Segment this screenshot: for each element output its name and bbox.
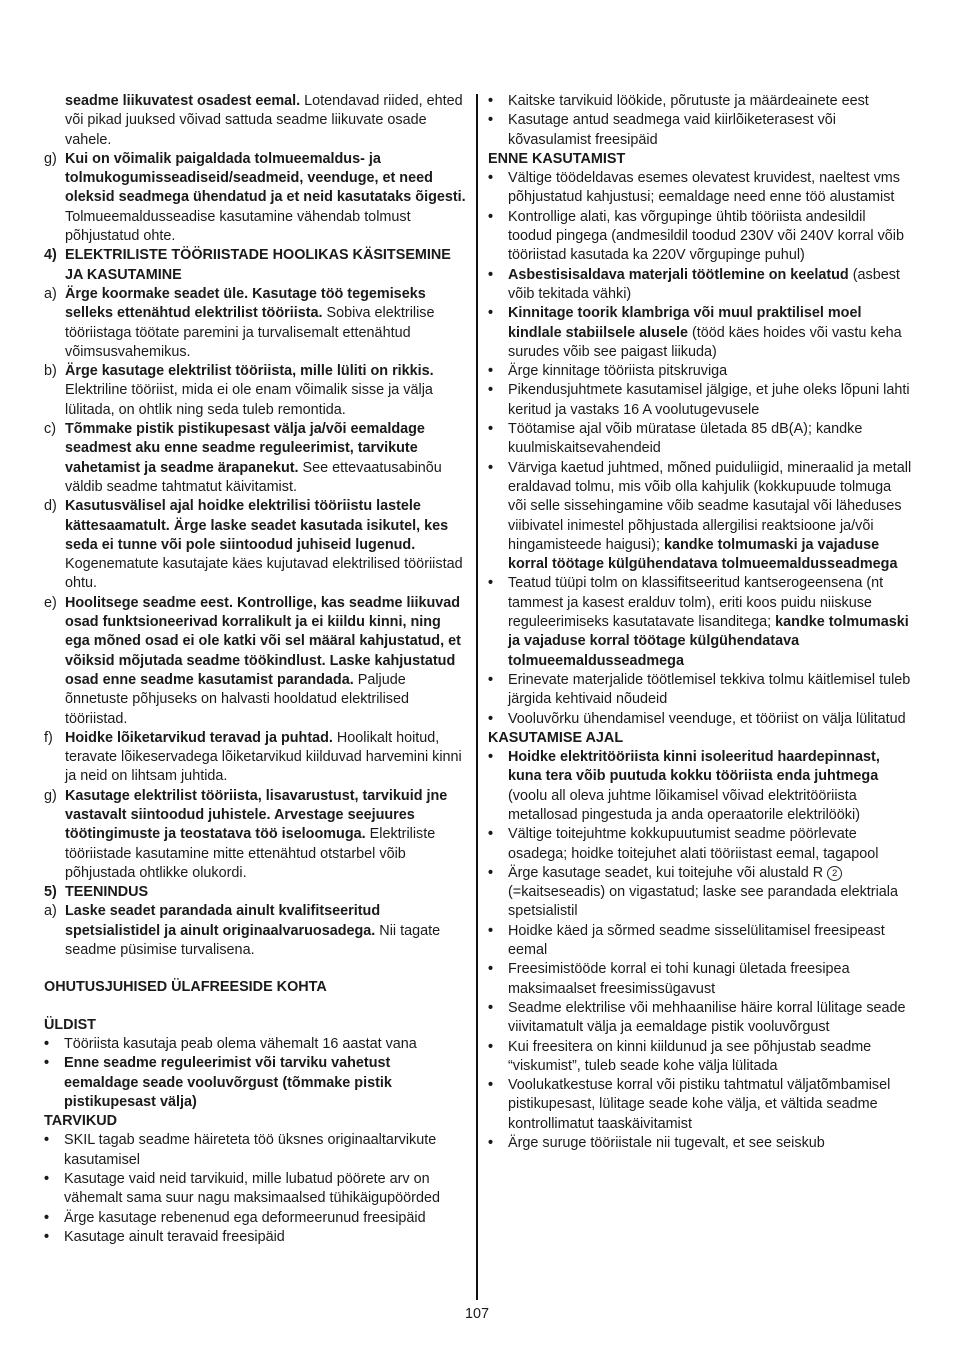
subsection-heading: TARVIKUD: [44, 1113, 118, 1130]
bullet: •: [44, 1171, 50, 1188]
bullet-item: • Vältige toitejuhtme kokkupuutumist seadme pöörlevate osadega; hoidke toitejuhet alati tööriistast eemal, tagapool: [488, 826, 879, 862]
bullet-item: • Voolukatkestuse korral või pistiku tahtmatul väljatõmbamisel pistikupesast, lülitage seade kohe välja, et vältida seadme kontrollimatut taaskäivitamist: [488, 1077, 891, 1132]
bullet-item: • Seadme elektrilise või mehhaanilise häire korral lülitage seade viivitamatult välja ja eemaldage pistik vooluvõrgust: [488, 999, 906, 1036]
bullet: •: [488, 112, 494, 129]
bullet: •: [488, 421, 494, 438]
list-item: a) Ärge koormake seadet üle. Kasutage töö tegemiseks selleks ettenähtud elektrilist tööriista. Sobiva elektrilise tööriistaga töötate paremini ja turvalisemalt ettenähtud võimsusvahemikus.: [44, 285, 435, 360]
bullet-item: • Pikendusjuhtmete kasutamisel jälgige, et juhe oleks lõpuni lahti keritud ja vastaks 16 A voolutugevusele: [488, 382, 910, 418]
subsection-heading: KASUTAMISE AJAL: [488, 729, 624, 746]
bullet-item: • Tööriista kasutaja peab olema vähemalt 16 aastat vana: [44, 1035, 466, 1054]
figure-ref-circle: 2: [827, 866, 842, 881]
bullet: •: [488, 363, 494, 380]
bullet: •: [488, 864, 494, 881]
list-item: c) Tõmmake pistik pistikupesast välja ja/või eemaldage seadmest aku enne seadme reguleerimist, tarvikute vahetamist ja seadme ärapanekut. See ettevaatusabinõu väldib seadme tahtmatut käivitamist.: [44, 421, 442, 495]
list-item: e) Hoolitsege seadme eest. Kontrollige, kas seadme liikuvad osad funktsioneerivad korralikult ja ei kiildu kinni, ning ega mõned osad ei ole katki või sel määral kahjustatud, et võiksid mõjutada seadme töökindlust. Laske kahjustatud osad enne seadme kasutamist parandada. Paljude õnnetuste põhjuseks on halvasti hooldatud elektrilised tööriistad.: [44, 594, 461, 727]
left-column: [44, 92, 466, 1247]
bullet-item: • Kasutage antud seadmega vaid kiirlõiketerasest või kõvasulamist freesipäid: [488, 112, 836, 148]
column-divider: [476, 94, 478, 1300]
bullet: •: [488, 826, 494, 843]
page-number: 107: [464, 1306, 489, 1322]
bullet-item: • Hoidke elektritööriista kinni isoleeritud haardepinnast, kuna tera võib puutuda kokku tööriista enda juhtmega (voolu all oleva juhtme lõikamisel võivad elektritööriista metallosad pingestuda ja anda operaatorile elektrilööki): [488, 749, 880, 823]
subsection-heading: ÜLDIST: [44, 1016, 96, 1033]
right-column: [488, 92, 912, 1153]
bullet-item: • Kui freesitera on kinni kiildunud ja see põhjustab seadme “viskumist”, tuleb seade kohe välja lülitada: [488, 1038, 872, 1074]
list-item: f) Hoidke lõiketarvikud teravad ja puhtad. Hoolikalt hoitud, teravate lõikeservadega lõiketarvikud kiilduvad harvemini kinni ja neid on lihtsam juhtida.: [44, 729, 462, 785]
bullet: •: [488, 1077, 494, 1094]
bullet: •: [488, 671, 494, 688]
bullet: •: [44, 1228, 50, 1245]
bullet-item: • Värviga kaetud juhtmed, mõned puiduliigid, mineraalid ja metall eraldavad tolmu, mis võib olla kahjulik (kokkupuude tolmuga või selle sissehingamine võib seadme kasutajal või läheduses viibivatel inimestel põhjustada allergilisi reaktsioone ja/või hingamisteede haigusi); kandke tolmumaski ja vajaduse korral töötage külgühendatava tolmueemaldusseadmega: [488, 459, 912, 573]
bullet-item: • Kasutage ainult teravaid freesipäid: [44, 1228, 466, 1247]
bullet-item: • Erinevate materjalide töötlemisel tekkiva tolmu käitlemisel tuleb järgida kehtivaid nõudeid: [488, 671, 911, 708]
list-item: a) Laske seadet parandada ainult kvalifitseeritud spetsialistidel ja ainult originaalvaruosadega. Nii tagate seadme püsimise turvalisena.: [44, 903, 441, 959]
bullet-item: • Kontrollige alati, kas võrgupinge ühtib tööriista andesildil toodud pingega (andmesildil toodud 230V või 240V korral võib tööriistad kasutada ka 220V võrgupinge puhul): [488, 208, 905, 264]
bullet-item: • Hoidke käed ja sõrmed seadme sisselülitamisel freesipeast eemal: [488, 922, 885, 959]
bullet-item: • Töötamise ajal võib müratase ületada 85 dB(A); kandke kuulmiskaitsevahendeid: [488, 421, 863, 457]
bullet: •: [488, 305, 494, 322]
bullet: •: [488, 922, 494, 939]
section-heading: OHUTUSJUHISED ÜLAFREESIDE KOHTA: [44, 979, 327, 996]
bullet: •: [488, 1135, 494, 1152]
bullet-item: • Kinnitage toorik klambriga või muul praktilisel moel kindlale stabiilsele alusele (tööd käes hoides või vastu keha surudes võib see paigast liikuda): [488, 305, 902, 360]
bullet-item: • Kasutage vaid neid tarvikuid, mille lubatud pöörete arv on vähemalt sama suur nagu maksimaalsed tühikäigupöörded: [44, 1171, 440, 1207]
bullet: •: [488, 575, 494, 592]
bullet: •: [488, 1038, 494, 1055]
bullet-item: • Teatud tüüpi tolm on klassifitseeritud kantserogeensena (nt tammest ja kasest eralduv tolm), eriti koos puidu niiskuse reguleerimiseks kasutatavate lisanditega; kandke tolmumaski ja vajaduse korral töötage külgühendatava tolmueemaldusseadmega: [488, 575, 909, 669]
list-item: d) Kasutusvälisel ajal hoidke elektrilisi tööriistu lastele kättesaamatult. Ärge laske seadet kasutada isikutel, kes seda ei tunne või pole siintoodud juhiseid lugenud. Kogenematute kasutajate käes kujutavad elektrilised tööriistad ohtu.: [44, 498, 463, 592]
bullet: •: [488, 459, 494, 476]
bullet-item: • Ärge kasutage seadet, kui toitejuhe või alustald R 2 (=kaitseseadis) on vigastatud; laske see parandada elektriala spetsialistil: [488, 864, 898, 920]
bullet-item: • Ärge kasutage rebenenud ega deformeerunud freesipäid: [44, 1209, 466, 1228]
bullet: •: [44, 1055, 50, 1072]
bullet: •: [488, 382, 494, 399]
bullet: •: [488, 961, 494, 978]
bullet-item: • Asbestisisaldava materjali töötlemine on keelatud (asbest võib tekitada vähki): [488, 266, 900, 302]
bullet-item: • SKIL tagab seadme häireteta töö üksnes originaaltarvikute kasutamisel: [44, 1132, 437, 1168]
bullet: •: [488, 749, 494, 766]
bullet: •: [488, 170, 494, 187]
list-item: g) Kasutage elektrilist tööriista, lisavarustust, tarvikuid jne vastavalt siintoodud juhistele. Arvestage seejuures töötingimuste ja teostatava töö iseloomuga. Elektriliste tööriistade kasutamine mitte ettenähtud otstarbel võib põhjustada ohtlikke olukordi.: [44, 787, 448, 881]
bullet-item: • Ärge kinnitage tööriista pitskruviga: [488, 362, 912, 381]
paragraph: seadme liikuvatest osadest eemal. Lotendavad riided, ehted või pikad juuksed võivad sattuda seadme liikuvate osade vahele.: [65, 93, 463, 148]
subsection-heading: ENNE KASUTAMIST: [488, 150, 626, 167]
list-item: g) Kui on võimalik paigaldada tolmueemaldus- ja tolmukogumisseadiseid/seadmeid, veenduge, et need oleksid seadmega ühendatud ja et neid kasutataks õigesti. Tolmueemaldusseadise kasutamine vähendab tolmust põhjustatud ohte.: [44, 150, 466, 245]
bullet-item: • Ärge suruge tööriistale nii tugevalt, et see seiskub: [488, 1134, 912, 1153]
bullet-item: • Vooluvõrku ühendamisel veenduge, et tööriist on välja lülitatud: [488, 710, 912, 729]
section-heading: 4) ELEKTRILISTE TÖÖRIISTADE HOOLIKAS KÄSITSEMINE JA KASUTAMINE: [44, 247, 451, 283]
bullet-item: • Enne seadme reguleerimist või tarviku vahetust eemaldage seade vooluvõrgust (tõmmake pistik pistikupesast välja): [44, 1055, 392, 1110]
bullet: •: [488, 266, 494, 283]
section-heading: 5) TEENINDUS: [44, 884, 149, 901]
bullet: •: [44, 1209, 50, 1226]
bullet: •: [488, 93, 494, 109]
bullet-item: • Freesimistööde korral ei tohi kunagi ületada freesipea maksimaalset freesimissügavust: [488, 961, 850, 997]
bullet: •: [488, 999, 494, 1016]
bullet: •: [44, 1132, 50, 1149]
bullet: •: [44, 1035, 50, 1052]
bullet: •: [488, 710, 494, 727]
bullet-item: • Vältige töödeldavas esemes olevatest kruvidest, naeltest vms põhjustatud kahjustusi; eemaldage need enne töö alustamist: [488, 170, 900, 206]
list-item: b) Ärge kasutage elektrilist tööriista, mille lüliti on rikkis. Elektriline tööriist, mida ei ole enam võimalik sisse ja välja lülitada, on ohtlik ning seda tuleb remontida.: [44, 363, 434, 418]
bullet: •: [488, 208, 494, 225]
bullet-item: • Kaitske tarvikuid löökide, põrutuste ja määrdeainete eest: [488, 92, 912, 111]
